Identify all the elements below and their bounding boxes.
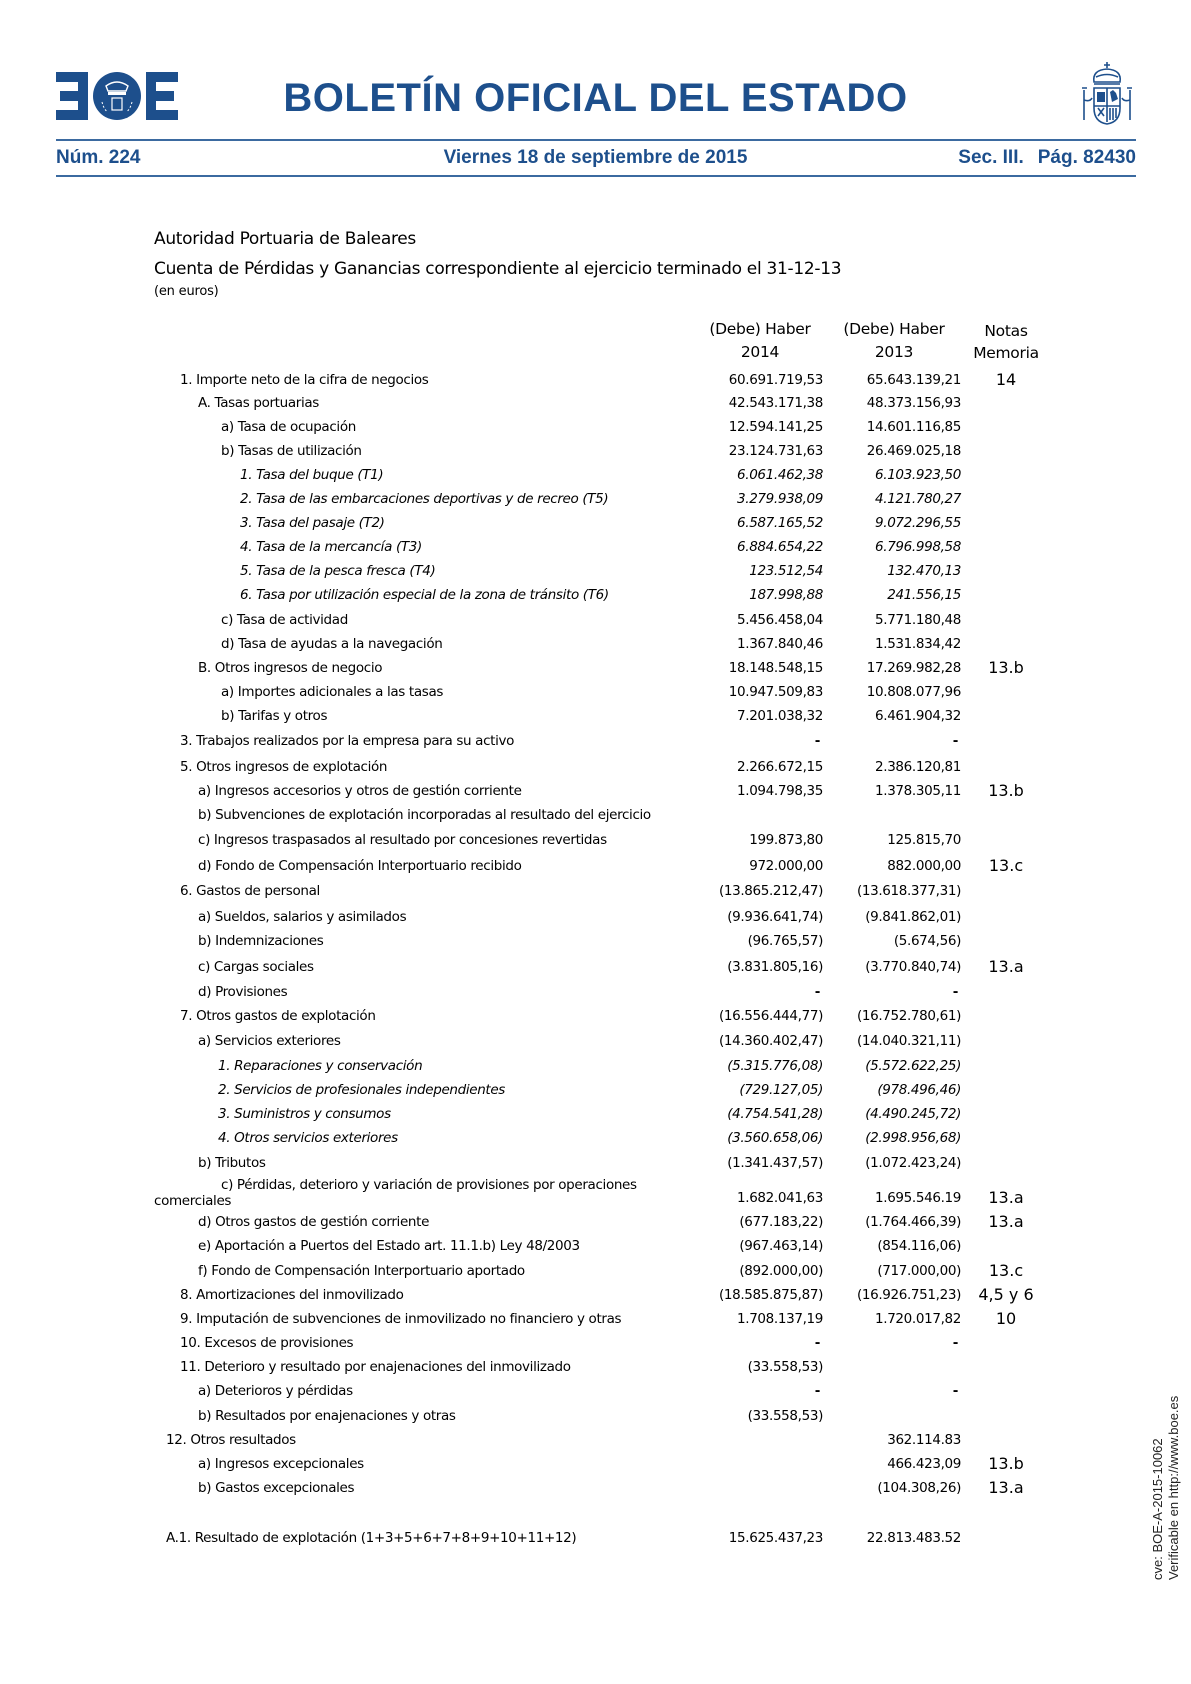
row-label: 10. Excesos de provisiones	[180, 1335, 354, 1351]
table-row	[0, 959, 1191, 981]
table-row	[0, 733, 1191, 755]
row-label: e) Aportación a Puertos del Estado art. 11.1.b) Ley 48/2003	[198, 1238, 580, 1254]
value-2014: 15.625.437,23	[728, 1530, 823, 1546]
value-2014: (9.936.641,74)	[727, 909, 823, 925]
table-row	[0, 372, 1191, 394]
value-2014: 10.947.509,83	[728, 684, 823, 700]
value-2013: 17.269.982,28	[866, 660, 961, 676]
column-header-2013-year: 2013	[874, 343, 914, 361]
row-label: 2. Tasa de las embarcaciones deportivas y de recreo (T5)	[240, 491, 609, 507]
table-row	[0, 539, 1191, 561]
row-label: d) Otros gastos de gestión corriente	[198, 1214, 430, 1230]
row-label: 11. Deterioro y resultado por enajenaciones del inmovilizado	[180, 1359, 571, 1375]
table-row	[0, 1155, 1191, 1177]
note-reference: 14	[995, 370, 1017, 389]
row-label-line2: comerciales	[154, 1193, 232, 1209]
row-label: c) Ingresos traspasados al resultado por concesiones revertidas	[198, 832, 607, 848]
row-label: 4. Tasa de la mercancía (T3)	[240, 539, 422, 555]
currency-units: (en euros)	[154, 284, 219, 299]
table-row	[0, 587, 1191, 609]
value-2014: -	[814, 1383, 820, 1399]
value-2014: (96.765,57)	[747, 933, 823, 949]
note-reference: 13.b	[988, 781, 1024, 800]
row-label: c) Cargas sociales	[198, 959, 314, 975]
value-2014: (18.585.875,87)	[718, 1287, 823, 1303]
table-row	[0, 467, 1191, 489]
column-header-2014-year: 2014	[740, 343, 780, 361]
value-2013: 5.771.180,48	[875, 612, 961, 628]
table-row	[0, 684, 1191, 706]
value-2013: 4.121.780,27	[875, 491, 961, 507]
header-rule-bottom	[56, 175, 1136, 177]
row-label: a) Ingresos excepcionales	[198, 1456, 364, 1472]
section-page	[958, 147, 1136, 169]
value-2013: (1.764.466,39)	[865, 1214, 961, 1230]
value-2014: (729.127,05)	[739, 1082, 823, 1098]
row-label: 2. Servicios de profesionales independientes	[218, 1082, 505, 1098]
value-2014: 1.094.798,35	[737, 783, 823, 799]
row-label: 1. Reparaciones y conservación	[218, 1058, 423, 1074]
value-2014: (4.754.541,28)	[727, 1106, 823, 1122]
cve-code: cve: BOE-A-2015-10062	[1150, 1438, 1165, 1580]
value-2013: (13.618.377,31)	[856, 883, 961, 899]
table-row	[0, 909, 1191, 931]
value-2013: (978.496,46)	[877, 1082, 961, 1098]
table-row	[0, 858, 1191, 880]
row-label: 8. Amortizaciones del inmovilizado	[180, 1287, 404, 1303]
value-2014: 18.148.548,15	[728, 660, 823, 676]
table-row	[0, 1432, 1191, 1454]
value-2014: 1.682.041,63	[737, 1190, 823, 1206]
value-2013: 1.720.017,82	[875, 1311, 961, 1327]
value-2013: 1.531.834,42	[875, 636, 961, 652]
table-row	[0, 419, 1191, 441]
value-2014: 1.708.137,19	[737, 1311, 823, 1327]
value-2014: 123.512,54	[749, 563, 823, 579]
value-2014: 972.000,00	[749, 858, 823, 874]
table-row	[0, 1480, 1191, 1502]
value-2014: (5.315.776,08)	[727, 1058, 823, 1074]
value-2013: -	[952, 1383, 958, 1399]
table-row	[0, 783, 1191, 805]
row-label: 1. Tasa del buque (T1)	[240, 467, 384, 483]
row-label: d) Tasa de ayudas a la navegación	[221, 636, 443, 652]
row-label: b) Subvenciones de explotación incorporadas al resultado del ejercicio	[198, 807, 651, 823]
row-label: a) Sueldos, salarios y asimilados	[198, 909, 407, 925]
row-label: B. Otros ingresos de negocio	[198, 660, 383, 676]
row-label: A.1. Resultado de explotación (1+3+5+6+7+8+9+10+11+12)	[166, 1530, 577, 1546]
note-reference: 13.c	[988, 856, 1024, 875]
value-2014: -	[814, 984, 820, 1000]
value-2013: (16.752.780,61)	[856, 1008, 961, 1024]
table-row	[0, 563, 1191, 585]
table-row	[0, 708, 1191, 730]
row-label: a) Ingresos accesorios y otros de gestión corriente	[198, 783, 522, 799]
row-label: 1. Importe neto de la cifra de negocios	[180, 372, 429, 388]
value-2014: (16.556.444,77)	[718, 1008, 823, 1024]
note-reference: 10	[995, 1309, 1017, 1328]
value-2014: 3.279.938,09	[737, 491, 823, 507]
value-2013: (104.308,26)	[877, 1480, 961, 1496]
table-row	[0, 1311, 1191, 1333]
table-row-total	[0, 1530, 1191, 1552]
value-2014: 5.456.458,04	[737, 612, 823, 628]
value-2014: (3.560.658,06)	[727, 1130, 823, 1146]
value-2013: (14.040.321,11)	[856, 1033, 961, 1049]
row-label: 9. Imputación de subvenciones de inmovilizado no financiero y otras	[180, 1311, 622, 1327]
issue-number: Núm. 224	[56, 147, 141, 168]
value-2013: 1.695.546.19	[875, 1190, 961, 1206]
verify-link[interactable]: Verificable en http://www.boe.es	[1166, 1395, 1181, 1580]
value-2014: (892.000,00)	[739, 1263, 823, 1279]
note-reference: 4,5 y 6	[978, 1285, 1034, 1304]
value-2014: 12.594.141,25	[728, 419, 823, 435]
value-2014: -	[814, 733, 820, 749]
issue-date: Viernes 18 de septiembre de 2015	[443, 147, 748, 168]
value-2013: 22.813.483.52	[866, 1530, 961, 1546]
table-row	[0, 1008, 1191, 1030]
row-label: 5. Otros ingresos de explotación	[180, 759, 388, 775]
table-row	[0, 636, 1191, 658]
value-2013: 10.808.077,96	[866, 684, 961, 700]
value-2014: 60.691.719,53	[728, 372, 823, 388]
row-label: 6. Gastos de personal	[180, 883, 320, 899]
bulletin-title: BOLETÍN OFICIAL DEL ESTADO	[283, 76, 908, 120]
value-2013: 125.815,70	[887, 832, 961, 848]
row-label: a) Servicios exteriores	[198, 1033, 341, 1049]
row-label: 4. Otros servicios exteriores	[218, 1130, 398, 1146]
row-label: b) Tasas de utilización	[221, 443, 362, 459]
value-2014: 7.201.038,32	[737, 708, 823, 724]
value-2013: (5.572.622,25)	[865, 1058, 961, 1074]
table-row	[0, 1263, 1191, 1285]
table-row	[0, 1058, 1191, 1080]
section-label: Sec. III.	[958, 147, 1024, 168]
table-row	[0, 1033, 1191, 1055]
value-2014: (3.831.805,16)	[727, 959, 823, 975]
value-2013: (4.490.245,72)	[865, 1106, 961, 1122]
table-row	[0, 1106, 1191, 1128]
row-label: 3. Suministros y consumos	[218, 1106, 391, 1122]
table-row	[0, 1456, 1191, 1478]
note-reference: 13.b	[988, 1454, 1024, 1473]
value-2013: 362.114.83	[887, 1432, 961, 1448]
row-label: b) Gastos excepcionales	[198, 1480, 355, 1496]
table-row	[0, 660, 1191, 682]
note-reference: 13.a	[988, 1188, 1024, 1207]
row-label: d) Provisiones	[198, 984, 288, 1000]
value-2013: 65.643.139,21	[866, 372, 961, 388]
row-label: a) Tasa de ocupación	[221, 419, 356, 435]
table-row	[0, 491, 1191, 513]
value-2013: 882.000,00	[887, 858, 961, 874]
value-2014: 42.543.171,38	[728, 395, 823, 411]
table-row	[0, 515, 1191, 537]
value-2014: 2.266.672,15	[737, 759, 823, 775]
value-2014: (1.341.437,57)	[727, 1155, 823, 1171]
table-row	[0, 933, 1191, 955]
row-label: 6. Tasa por utilización especial de la zona de tránsito (T6)	[240, 587, 609, 603]
row-label: a) Importes adicionales a las tasas	[221, 684, 444, 700]
table-row	[0, 1383, 1191, 1405]
verification-sidebar	[1120, 1360, 1180, 1580]
value-2013: 6.103.923,50	[875, 467, 961, 483]
row-label: b) Resultados por enajenaciones y otras	[198, 1408, 456, 1424]
table-row	[0, 1214, 1191, 1236]
value-2013: 466.423,09	[887, 1456, 961, 1472]
table-row	[0, 759, 1191, 781]
value-2013: (16.926.751,23)	[856, 1287, 961, 1303]
note-reference: 13.a	[988, 957, 1024, 976]
row-label: 5. Tasa de la pesca fresca (T4)	[240, 563, 436, 579]
value-2013: (3.770.840,74)	[865, 959, 961, 975]
value-2013: 26.469.025,18	[866, 443, 961, 459]
value-2013: -	[952, 733, 958, 749]
column-header-notes-line1: Notas	[984, 322, 1028, 340]
row-label: 3. Trabajos realizados por la empresa para su activo	[180, 733, 515, 749]
value-2014: 1.367.840,46	[737, 636, 823, 652]
value-2014: 6.061.462,38	[737, 467, 823, 483]
value-2014: 23.124.731,63	[728, 443, 823, 459]
column-header-2014-line1: (Debe) Haber	[709, 320, 811, 338]
note-reference: 13.c	[988, 1261, 1024, 1280]
value-2014: 6.884.654,22	[737, 539, 823, 555]
table-row	[0, 1238, 1191, 1260]
row-label: c) Tasa de actividad	[221, 612, 348, 628]
value-2014: (14.360.402,47)	[718, 1033, 823, 1049]
spain-coat-of-arms-icon	[1078, 60, 1136, 126]
row-label: b) Tarifas y otros	[221, 708, 328, 724]
value-2013: -	[952, 984, 958, 1000]
table-row	[0, 1408, 1191, 1430]
table-row	[0, 832, 1191, 854]
row-label: d) Fondo de Compensación Interportuario recibido	[198, 858, 522, 874]
value-2013: (9.841.862,01)	[865, 909, 961, 925]
column-header-2013	[828, 318, 960, 364]
row-label: a) Deterioros y pérdidas	[198, 1383, 353, 1399]
value-2013: -	[952, 1335, 958, 1351]
value-2014: (967.463,14)	[739, 1238, 823, 1254]
table-row	[0, 1359, 1191, 1381]
value-2013: 48.373.156,93	[866, 395, 961, 411]
value-2014: 187.998,88	[749, 587, 823, 603]
value-2014: (33.558,53)	[747, 1359, 823, 1375]
table-row	[0, 984, 1191, 1006]
row-label: f) Fondo de Compensación Interportuario aportado	[198, 1263, 525, 1279]
value-2013: 6.796.998,58	[875, 539, 961, 555]
table-row	[0, 612, 1191, 634]
value-2013: (2.998.956,68)	[865, 1130, 961, 1146]
value-2013: 9.072.296,55	[875, 515, 961, 531]
page-number: Pág. 82430	[1037, 147, 1136, 168]
column-header-notes-line2: Memoria	[973, 344, 1039, 362]
value-2013: 14.601.116,85	[866, 419, 961, 435]
row-label: 7. Otros gastos de explotación	[180, 1008, 376, 1024]
table-row	[0, 1335, 1191, 1357]
value-2013: (854.116,06)	[877, 1238, 961, 1254]
value-2014: (13.865.212,47)	[718, 883, 823, 899]
row-label: b) Tributos	[198, 1155, 266, 1171]
column-header-2014	[700, 318, 820, 364]
header-rule-top	[56, 139, 1136, 141]
value-2014: (677.183,22)	[739, 1214, 823, 1230]
row-label: 3. Tasa del pasaje (T2)	[240, 515, 385, 531]
row-label: b) Indemnizaciones	[198, 933, 324, 949]
note-reference: 13.a	[988, 1212, 1024, 1231]
table-row	[0, 807, 1191, 829]
column-header-notes	[960, 320, 1052, 364]
table-row	[0, 1287, 1191, 1309]
note-reference: 13.b	[988, 658, 1024, 677]
value-2013: 132.470,13	[887, 563, 961, 579]
statement-title: Cuenta de Pérdidas y Ganancias correspondiente al ejercicio terminado el 31-12-13	[154, 259, 842, 279]
value-2013: (1.072.423,24)	[865, 1155, 961, 1171]
value-2014: 199.873,80	[749, 832, 823, 848]
value-2013: 1.378.305,11	[875, 783, 961, 799]
column-header-2013-line1: (Debe) Haber	[843, 320, 945, 338]
table-row-wrapped-label	[154, 1177, 637, 1209]
organization-name: Autoridad Portuaria de Baleares	[154, 229, 416, 249]
table-row	[0, 1082, 1191, 1104]
value-2013: (5.674,56)	[893, 933, 961, 949]
table-row	[0, 1130, 1191, 1152]
value-2013: 6.461.904,32	[875, 708, 961, 724]
row-label: A. Tasas portuarias	[198, 395, 319, 411]
value-2013: (717.000,00)	[877, 1263, 961, 1279]
value-2014: -	[814, 1335, 820, 1351]
table-row	[0, 443, 1191, 465]
row-label-line1: c) Pérdidas, deterioro y variación de provisiones por operaciones	[221, 1177, 637, 1193]
row-label: 12. Otros resultados	[166, 1432, 296, 1448]
value-2014: 6.587.165,52	[737, 515, 823, 531]
table-row	[0, 883, 1191, 905]
value-2014: (33.558,53)	[747, 1408, 823, 1424]
note-reference: 13.a	[988, 1478, 1024, 1497]
table-row	[0, 395, 1191, 417]
value-2013: 2.386.120,81	[875, 759, 961, 775]
value-2013: 241.556,15	[887, 587, 961, 603]
